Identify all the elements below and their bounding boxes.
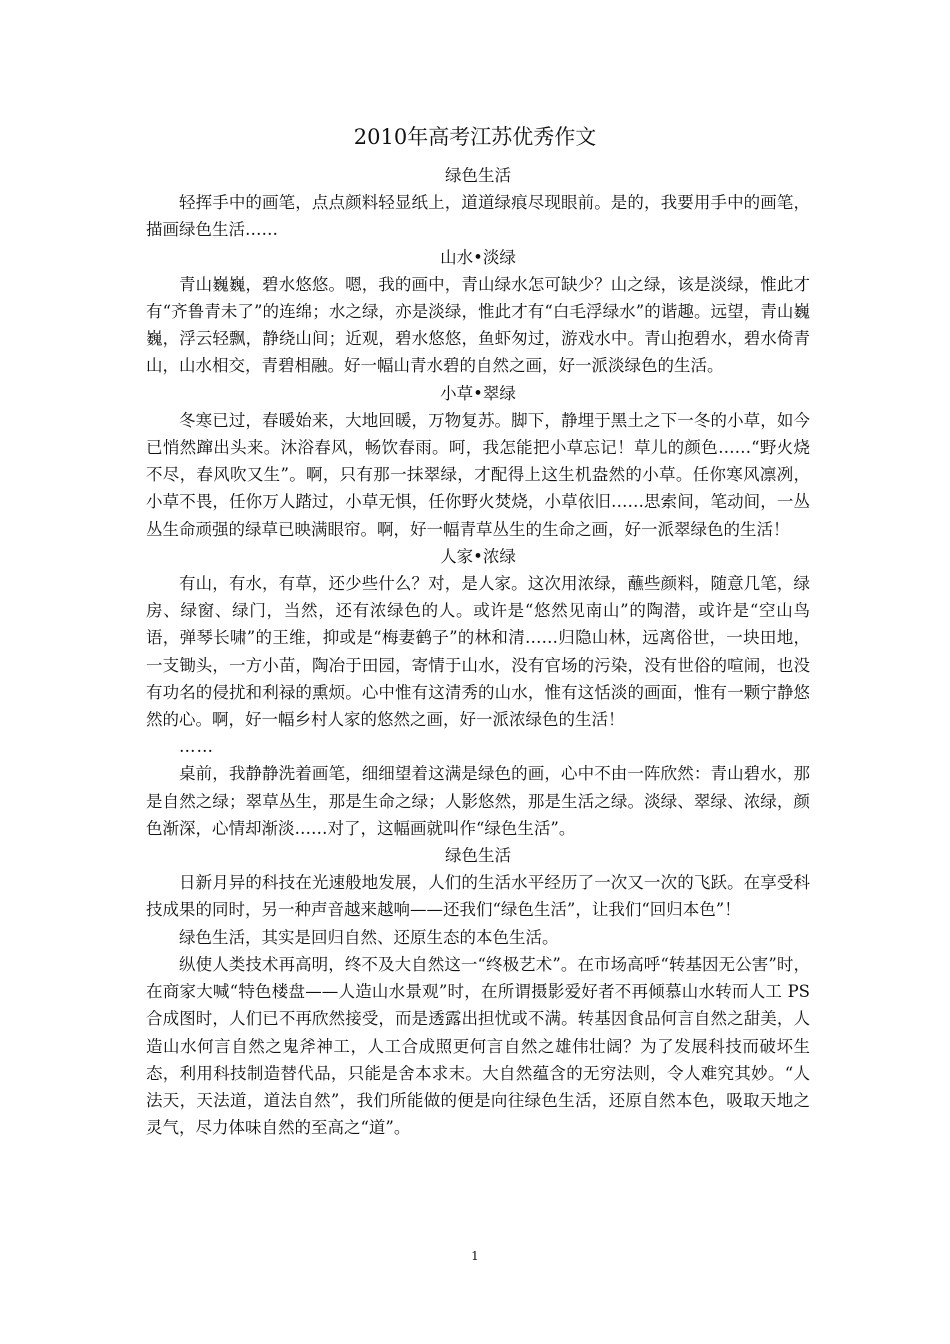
paragraph: 绿色生活，其实是回归自然、还原生态的本色生活。 [179, 927, 559, 947]
document-title: 2010年高考江苏优秀作文 [353, 125, 597, 149]
ellipsis-line: …… [179, 737, 214, 757]
paragraph: 日新月异的科技在光速般地发展，人们的生活水平经历了一次又一次的飞跃。在享受科技成果的同时，另一种声音越来越响——还我们“绿色生活”，让我们“回归本色”！ [146, 873, 810, 920]
paragraph: 桌前，我静静洗着画笔，细细望着这满是绿色的画，心中不由一阵欣然：青山碧水，那是自然之绿；翠草丛生，那是生命之绿；人影悠然，那是生活之绿。淡绿、翠绿、浓绿，颜色渐深，心情却渐淡……对了，这幅画就叫作“绿色生活”。 [146, 764, 810, 838]
paragraph: 轻挥手中的画笔，点点颜料轻显纸上，道道绿痕尽现眼前。是的，我要用手中的画笔，描画绿色生活…… [146, 193, 810, 240]
section-heading: 小草•翠绿 [440, 383, 516, 403]
paragraph: 冬寒已过，春暖始来，大地回暖，万物复苏。脚下，静埋于黑土之下一冬的小草，如今已悄然蹿出头来。沐浴春风，畅饮春雨。呵，我怎能把小草忘记！草儿的颜色……“野火烧不尽，春风吹又生”。啊，只有那一抹翠绿，才配得上这生机盎然的小草。任你寒风凛冽，小草不畏，任你万人踏过，小草无惧，任你野火焚烧，小草依旧……思索间，笔动间，一丛丛生命顽强的绿草已映满眼帘。啊，好一幅青草丛生的生命之画，好一派翠绿色的生活！ [146, 410, 810, 539]
page-number: 1 [471, 1249, 479, 1263]
section-heading: 人家•浓绿 [440, 546, 516, 566]
paragraph: 青山巍巍，碧水悠悠。嗯，我的画中，青山绿水怎可缺少？山之绿，该是淡绿，惟此才有“齐鲁青未了”的连绵；水之绿，亦是淡绿，惟此才有“白毛浮绿水”的谐趣。远望，青山巍巍，浮云轻飘，静绕山间；近观，碧水悠悠，鱼虾匆过，游戏水中。青山抱碧水，碧水倚青山，山水相交，青碧相融。好一幅山青水碧的自然之画，好一派淡绿色的生活。 [146, 274, 810, 376]
section-heading: 山水•淡绿 [440, 247, 516, 267]
paragraph: 纵使人类技术再高明，终不及大自然这一“终极艺术”。在市场高呼“转基因无公害”时，在商家大喊“特色楼盘——人造山水景观”时，在所谓摄影爱好者不再倾慕山水转而人工 PS 合成图时，人们已不再欣然接受，而是透露出担忧或不满。转基因食品何言自然之甜美，人造山水何言自然之鬼斧神工，人工合成照更何言自然之雄伟壮阔？为了发展科技而破坏生态，利用科技制造替代品，只能是舍本求末。大自然蕴含的无穷法则，令人难究其妙。“人法天，天法道，道法自然”，我们所能做的便是向往绿色生活，还原自然本色，吸取天地之灵气，尽力体味自然的至高之“道”。 [146, 954, 810, 1138]
section-heading: 绿色生活 [445, 166, 511, 185]
section-heading: 绿色生活 [445, 846, 511, 866]
paragraph: 有山，有水，有草，还少些什么？对，是人家。这次用浓绿，蘸些颜料，随意几笔，绿房、绿窗、绿门，当然，还有浓绿色的人。或许是“悠然见南山”的陶潜，或许是“空山鸟语，弹琴长啸”的王维，抑或是“梅妻鹤子”的林和清……归隐山林，远离俗世，一块田地，一支锄头，一方小苗，陶冶于田园，寄情于山水，没有官场的污染，没有世俗的喧闹，也没有功名的侵扰和利禄的熏烦。心中惟有这清秀的山水，惟有这恬淡的画面，惟有一颗宁静悠然的心。啊，好一幅乡村人家的悠然之画，好一派浓绿色的生活！ [146, 574, 810, 730]
document-body [146, 162, 810, 1141]
